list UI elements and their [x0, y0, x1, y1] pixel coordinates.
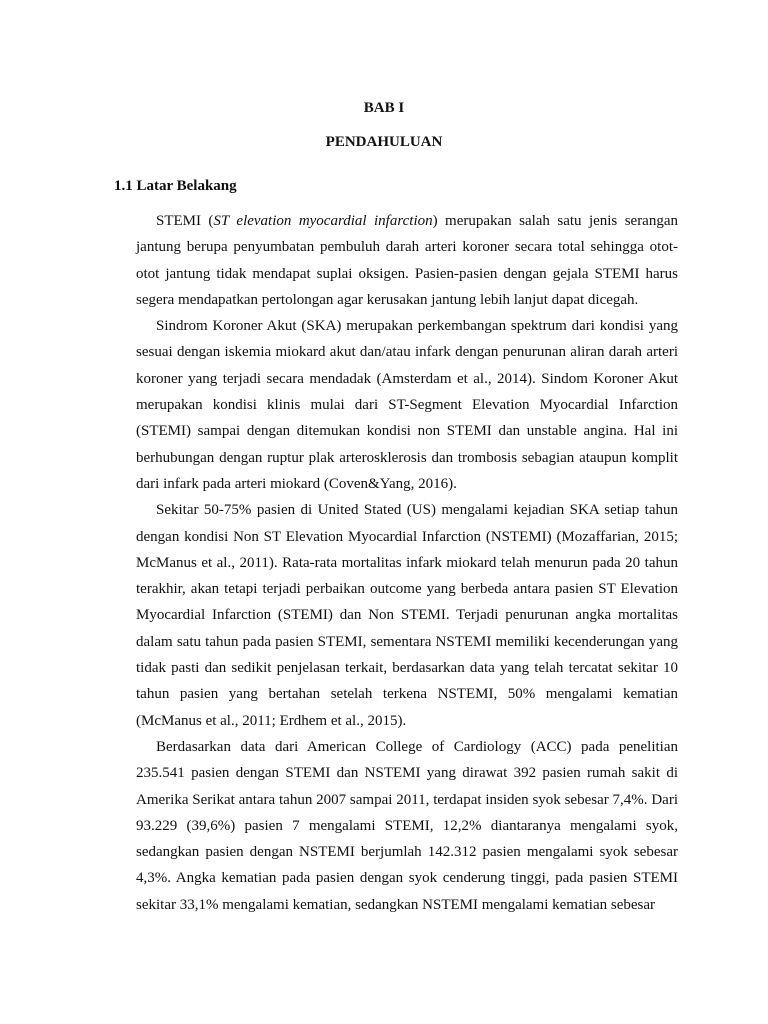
chapter-title: PENDAHULUAN [325, 134, 443, 150]
section-heading: 1.1 Latar Belakang [114, 178, 237, 194]
paragraph-2: Sindrom Koroner Akut (SKA) merupakan perkembangan spektrum dari kondisi yang sesuai dengan iskemia miokard akut dan/atau infark dengan penurunan aliran darah arteri koroner yang terjadi secara mendadak (Amsterdam et al., 2014). Sindom Koroner Akut merupakan kondisi klinis mulai dari ST-Segment Elevation Myocardial Infarction (STEMI) sampai dengan ditemukan kondisi non STEMI dan unstable angina. Hal ini berhubungan dengan ruptur plak arterosklerosis dan trombosis sebagian ataupun komplit dari infark pada arteri miokard (Coven&Yang, 2016). [136, 318, 678, 492]
body-text [136, 208, 678, 918]
paragraph-1-italic-term: ST elevation myocardial infarction [213, 213, 433, 229]
paragraph-4: Berdasarkan data dari American College of Cardiology (ACC) pada penelitian 235.541 pasien dengan STEMI dan NSTEMI yang dirawat 392 pasien rumah sakit di Amerika Serikat antara tahun 2007 sampai 2011, terdapat insiden syok sebesar 7,4%. Dari 93.229 (39,6%) pasien 7 mengalami STEMI, 12,2% diantaranya mengalami syok, sedangkan pasien dengan NSTEMI berjumlah 142.312 pasien mengalami syok sebesar 4,3%. Angka kematian pada pasien dengan syok cenderung tinggi, pada pasien STEMI sekitar 33,1% mengalami kematian, sedangkan NSTEMI mengalami kematian sebesar [136, 738, 678, 913]
paragraph-1-rest: ) merupakan salah satu jenis serangan jantung berupa penyumbatan pembuluh darah arteri koroner secara total sehingga otot-otot jantung tidak mendapat suplai oksigen. Pasien-pasien dengan gejala STEMI harus segera mendapatkan pertolongan agar kerusakan jantung lebih lanjut dapat dicegah. [136, 213, 679, 308]
paragraph-3: Sekitar 50-75% pasien di United Stated (US) mengalami kejadian SKA setiap tahun dengan kondisi Non ST Elevation Myocardial Infarction (NSTEMI) (Mozaffarian, 2015; McManus et al., 2011). Rata-rata mortalitas infark miokard telah menurun pada 20 tahun terakhir, akan tetapi terjadi perbaikan outcome yang berbeda antara pasien ST Elevation Myocardial Infarction (STEMI) dan Non STEMI. Terjadi penurunan angka mortalitas dalam satu tahun pada pasien STEMI, sementara NSTEMI memiliki kecenderungan yang tidak pasti dan sedikit penjelasan terkait, berdasarkan data yang telah tercatat sekitar 10 tahun pasien yang bertahan setelah terkena NSTEMI, 50% mengalami kematian (McManus et al., 2011; Erdhem et al., 2015). [136, 502, 678, 729]
chapter-number: BAB I [363, 100, 405, 116]
paragraph-1 [136, 208, 678, 313]
paragraph-1-lead: STEMI ( [156, 213, 214, 229]
